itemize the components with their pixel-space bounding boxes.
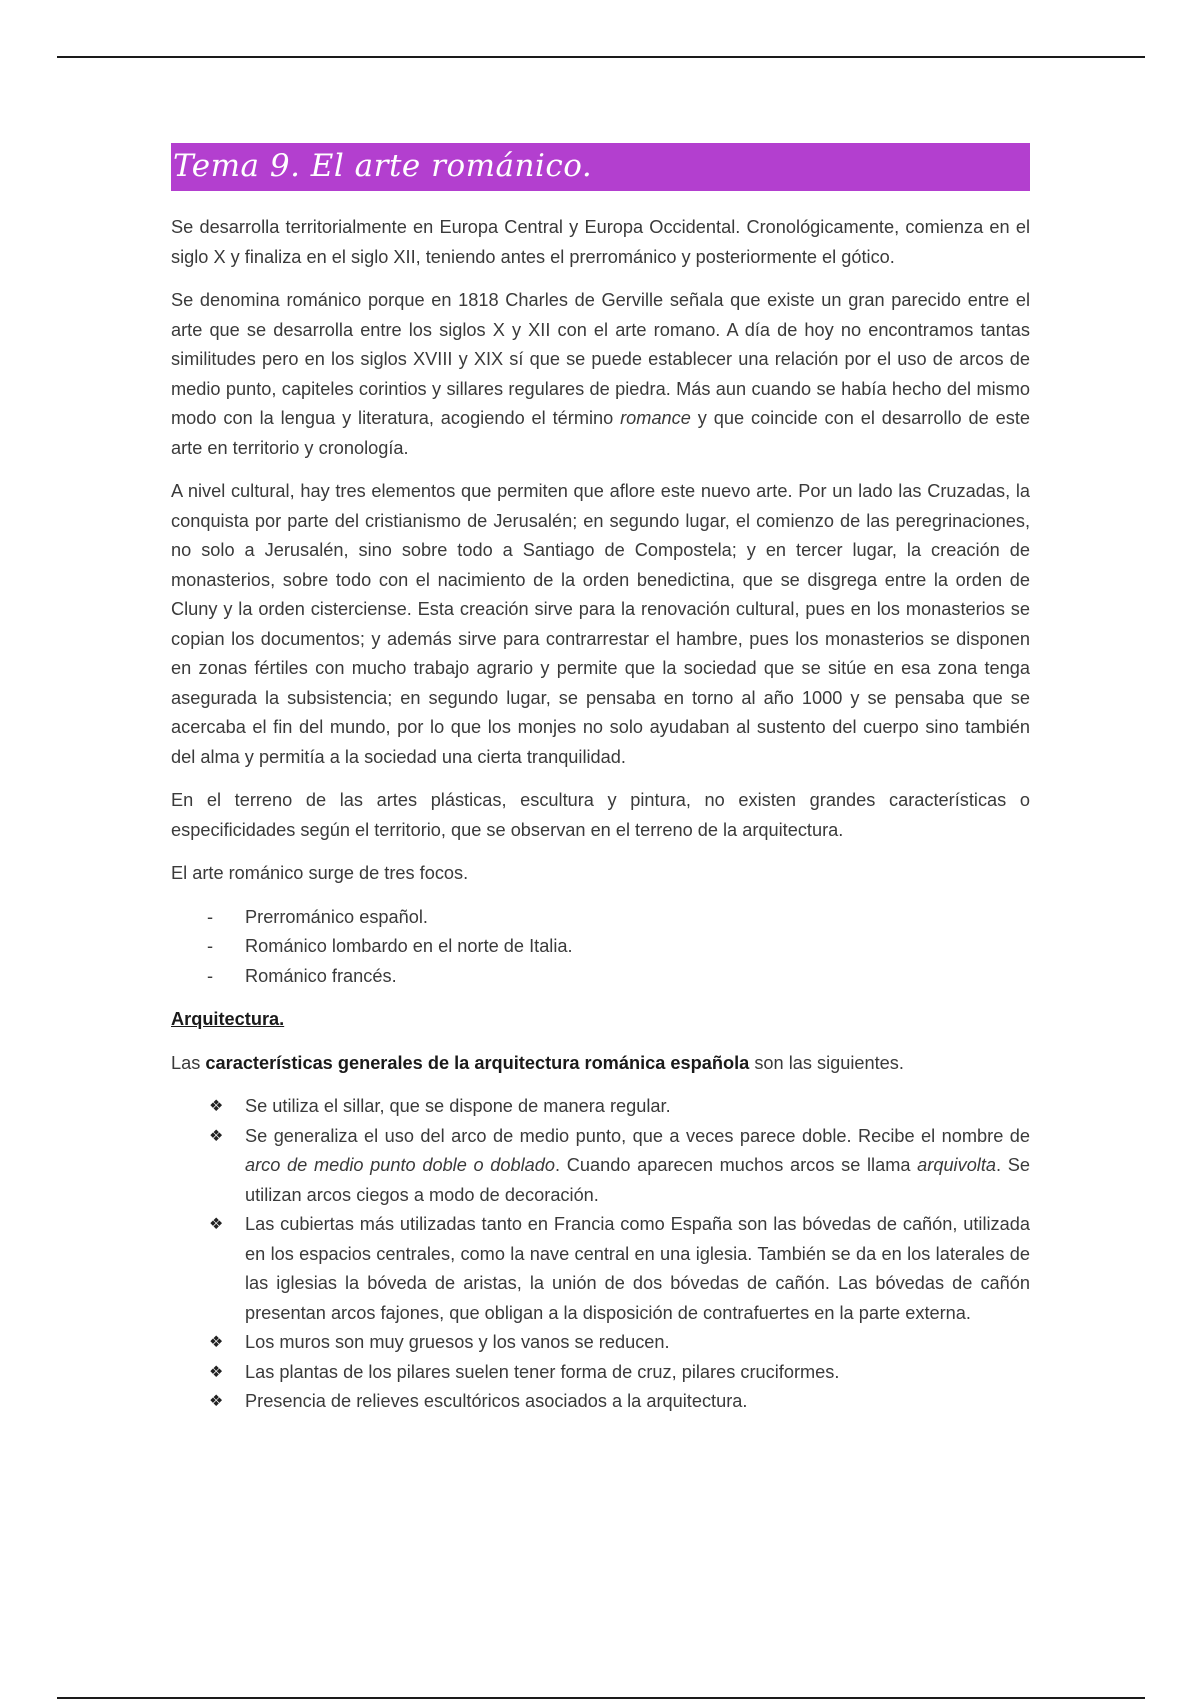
list-item-text: Los muros son muy gruesos y los vanos se reducen. [245,1332,670,1352]
list-item [171,1122,1030,1211]
paragraph-text: son las siguientes. [749,1052,904,1073]
list-item-text: Presencia de relieves escultóricos asociados a la arquitectura. [245,1391,748,1411]
list-item-text: Románico francés. [245,965,397,986]
paragraph-text: y que coincide con el desarrollo de este arte en territorio y cronología. [171,408,1031,458]
dash-marker: - [207,906,214,927]
top-rule [57,56,1145,58]
list-item [171,1092,1030,1122]
title-banner [171,143,1030,191]
paragraph-cultural: A nivel cultural, hay tres elementos que permiten que aflore este nuevo arte. Por un lado las Cruzadas, la conquista por parte del cristianismo de Jerusalén; en segundo lugar, el comienzo de las peregrinaciones, no solo a Jerusalén, sino sobre todo a Santiago de Compostela; y en tercer lugar, la creación de monasterios, sobre todo con el nacimiento de la orden benedictina, que se disgrega entre la orden de Cluny y la orden cisterciense. Esta creación sirve para la renovación cultural, pues en los monasterios se copian los documentos; y además sirve para contrarrestar el hambre, pues los monasterios se disponen en zonas fértiles con mucho trabajo agrario y permite que la sociedad que se sitúe en esa zona tenga asegurada la subsistencia; en segundo lugar, se pensaba en torno al año 1000 y se pensaba que se acercaba el fin del mundo, por lo que los monjes no solo ayudaban al sustento del cuerpo sino también del alma y permitía a la sociedad una cierta tranquilidad. [171,481,1030,767]
paragraph-intro: Se desarrolla territorialmente en Europa Central y Europa Occidental. Cronológicamente, comienza en el siglo X y finaliza en el siglo XII, teniendo antes el prerrománico y posteriormente el gótico. [171,217,1030,267]
paragraph-foci-intro: El arte románico surge de tres focos. [171,863,469,883]
diamond-bullet-icon: ❖ [209,1363,224,1381]
list-item-text: . Cuando aparecen muchos arcos se llama [555,1155,918,1175]
foci-list [171,903,1030,992]
list-item-text: . Se utilizan arcos ciegos a modo de decoración. [245,1155,1030,1205]
section-heading-arquitectura: Arquitectura. [171,1009,285,1029]
list-item-text: Las cubiertas más utilizadas tanto en Francia como España son las bóvedas de cañón, utilizada en los espacios centrales, como la nave central en una iglesia. También se da en los laterales de las iglesias la bóveda de aristas, la unión de dos bóvedas de cañón. Las bóvedas de cañón presentan arcos fajones, que obligan a la disposición de contrafuertes en la parte externa. [245,1214,1030,1323]
paragraph-plastic-arts: En el terreno de las artes plásticas, escultura y pintura, no existen grandes características o especificidades según el territorio, que se observan en el terreno de la arquitectura. [171,790,1030,840]
bold-phrase: características generales de la arquitectura románica española [205,1052,750,1073]
paragraph-name-origin [171,286,1030,463]
emphasis-romance: romance [620,408,691,428]
emphasis-term: arco de medio punto doble o doblado [245,1155,556,1175]
list-item [171,1328,1030,1358]
paragraph-architecture-intro [171,1049,1030,1079]
list-item [171,1210,1030,1328]
diamond-bullet-icon: ❖ [209,1334,224,1351]
list-item [171,932,1030,962]
paragraph-text: Se denomina románico porque en 1818 Charles de Gerville señala que existe un gran parecido entre el arte que se desarrolla entre los siglos X y XII con el arte romano. A día de hoy no encontramos tantas similitudes pero en los siglos XVIII y XIX sí que se puede establecer una relación por el uso de arcos de medio punto, capiteles corintios y sillares regulares de piedra. Más aun cuando se había hecho del mismo modo con la lengua y literatura, acogiendo el término [171,290,1030,428]
diamond-bullet-icon: ❖ [209,1393,224,1410]
list-item-text: Se generaliza el uso del arco de medio punto, que a veces parece doble. Recibe el nombre de [245,1125,1030,1146]
diamond-bullet-icon: ❖ [209,1216,224,1233]
architecture-features-list [171,1092,1030,1417]
page-title: Tema 9. El arte románico. [173,148,593,185]
list-item [171,1387,1030,1417]
list-item [171,1358,1030,1388]
list-item-text: Las plantas de los pilares suelen tener forma de cruz, pilares cruciformes. [245,1361,840,1382]
diamond-bullet-icon: ❖ [209,1127,224,1145]
dash-marker: - [207,965,214,986]
list-item-text: Se utiliza el sillar, que se dispone de manera regular. [245,1096,671,1116]
diamond-bullet-icon: ❖ [209,1098,224,1115]
paragraph-text: Las [171,1052,206,1073]
bottom-rule [57,1697,1145,1699]
list-item-text: Románico lombardo en el norte de Italia. [245,936,573,956]
list-item [171,962,1030,992]
dash-marker: - [207,936,214,956]
document-body [171,143,1030,1417]
list-item-text: Prerrománico español. [245,906,428,927]
emphasis-term: arquivolta [917,1155,997,1175]
list-item [171,903,1030,933]
